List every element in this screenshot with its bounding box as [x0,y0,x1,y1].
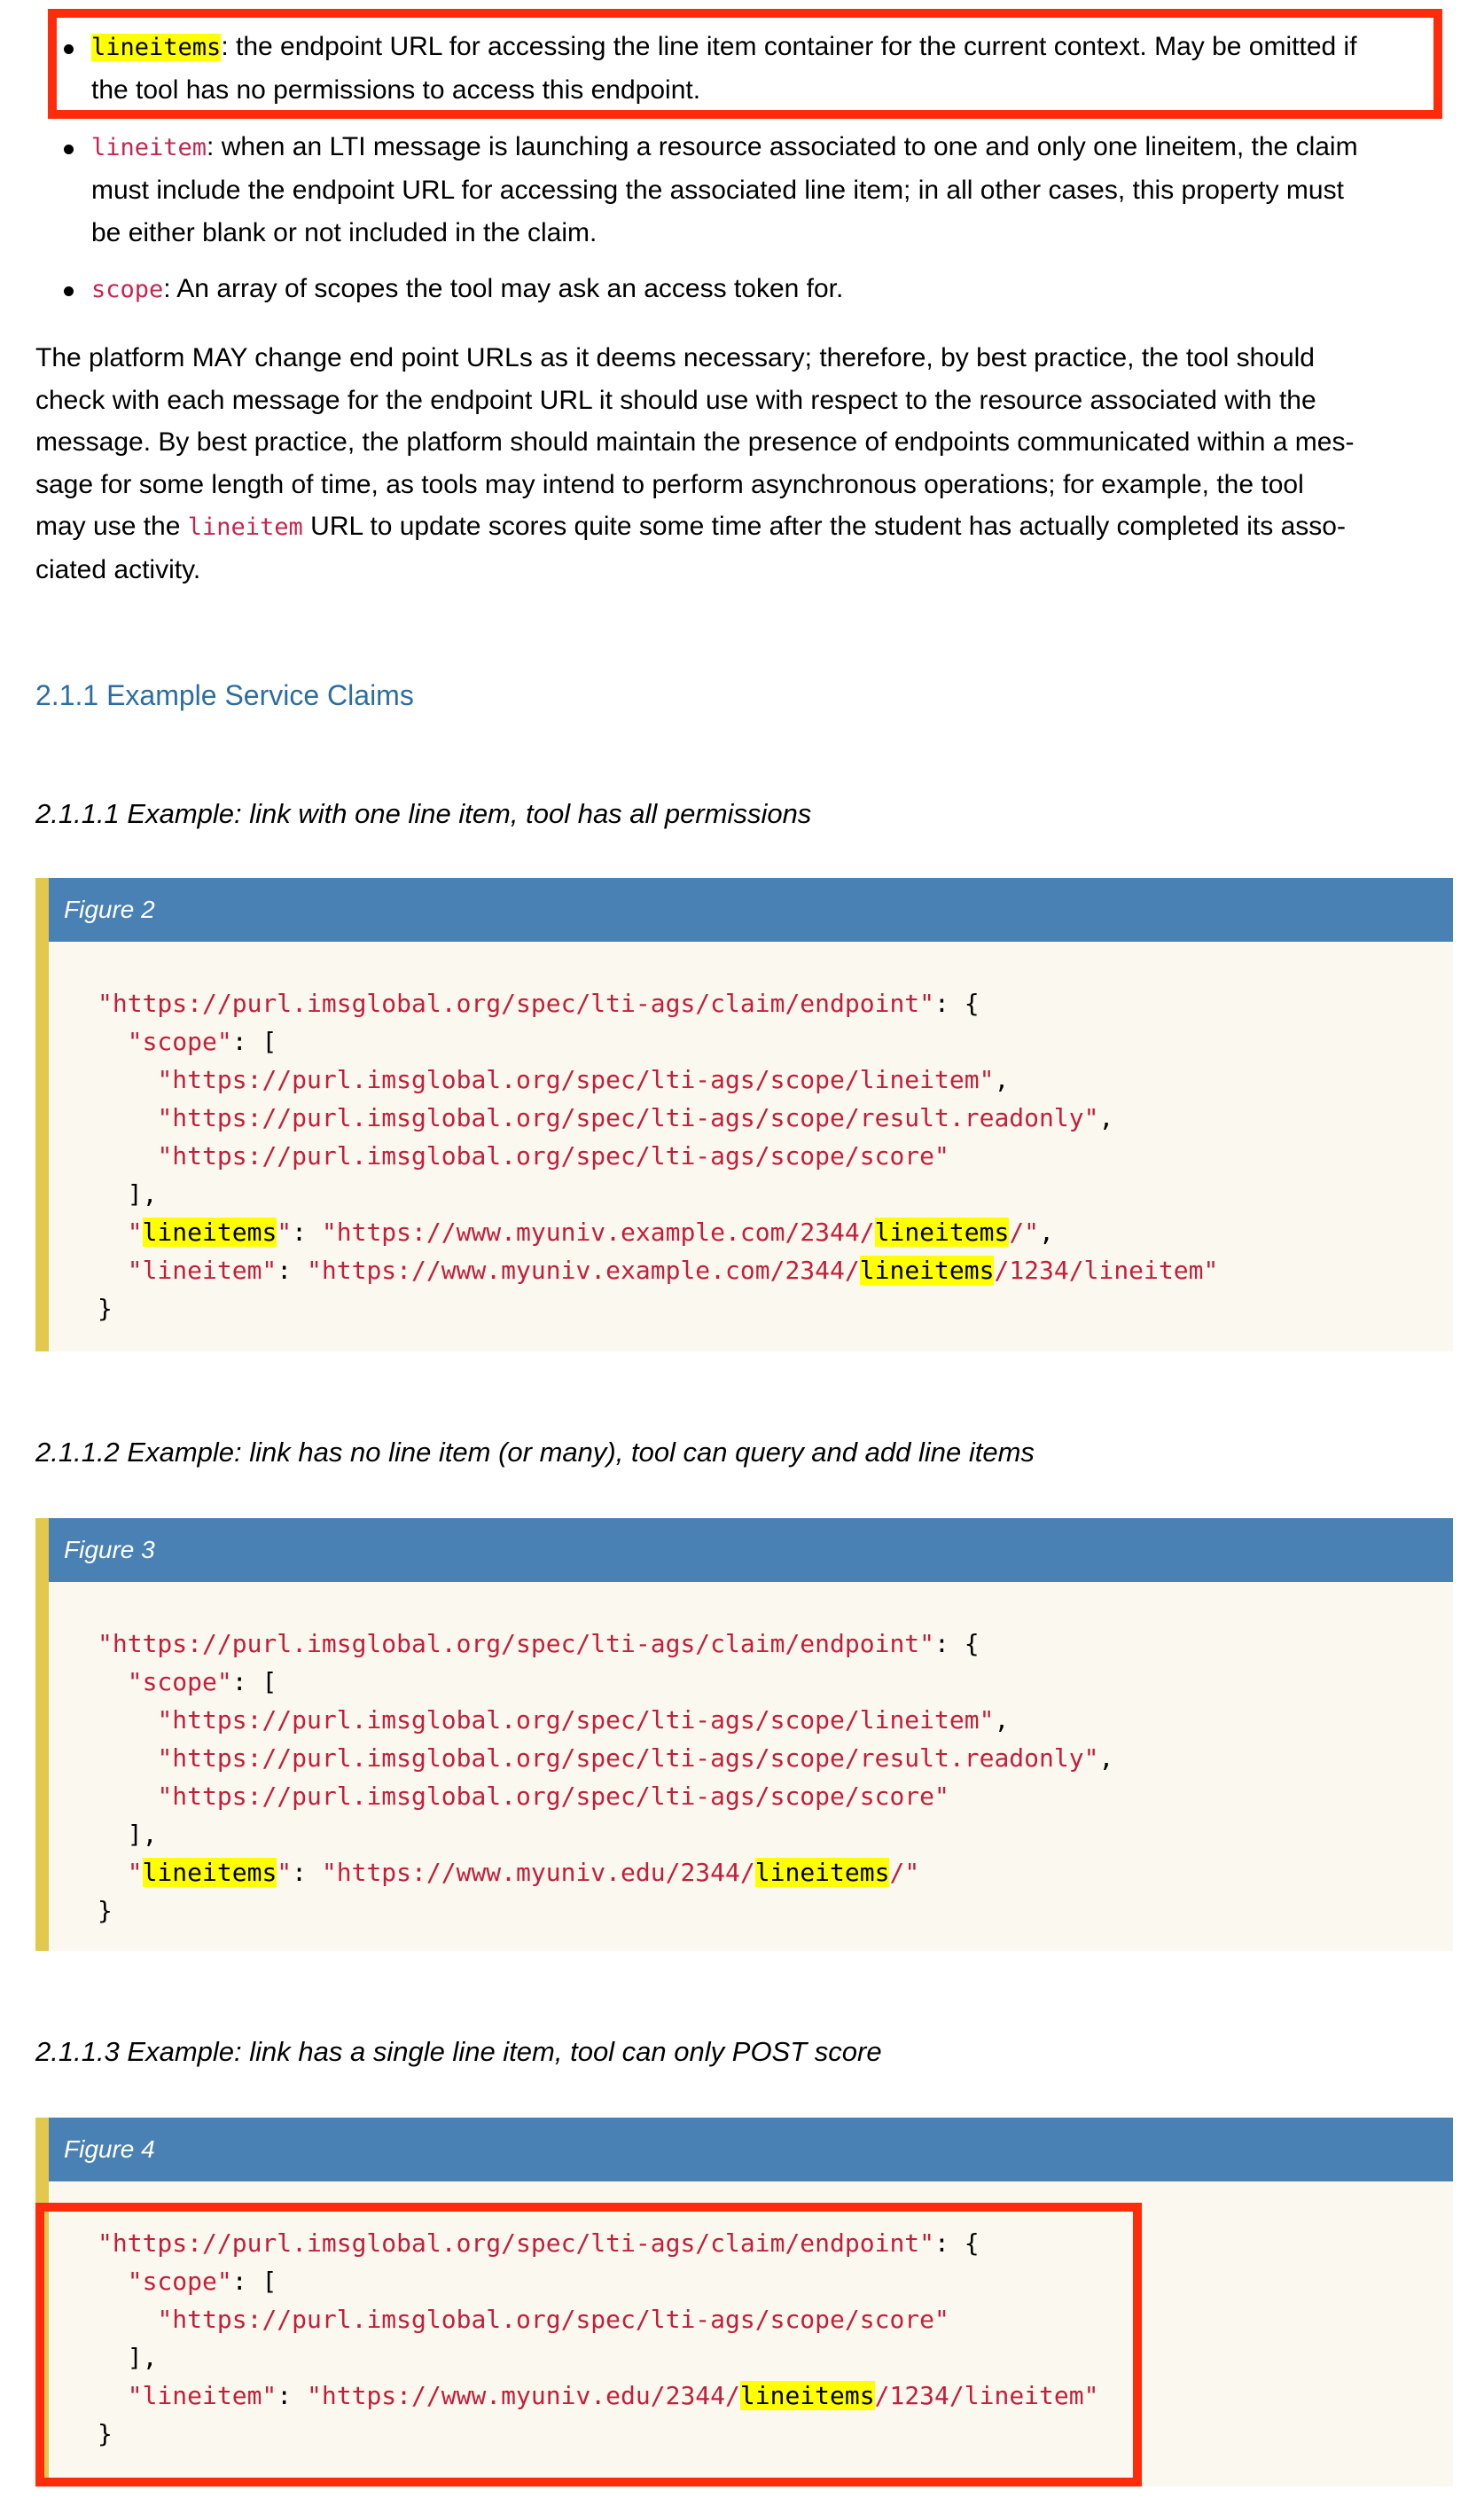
list-item-text: the tool has no permissions to access this endpoint. [91,75,701,105]
list-item-text: : when an LTI message is launching a resource associated to one and only one lineitem, the claim [207,132,1358,161]
figure-4 [35,2118,1453,2486]
code-term: lineitems [91,34,222,61]
list-item-text: : An array of scopes the tool may ask an access token for. [163,274,844,303]
figure-caption: Figure 3 [49,1518,1453,1582]
example-heading: 2.1.1.2 Example: link has no line item (or many), tool can query and add line items [35,1437,1035,1468]
code-block [49,2181,1453,2486]
code-listing: "https://purl.imsglobal.org/spec/lti-ags/claim/endpoint": { "scope": [ "https://purl.imsglobal.org/spec/lti-ags/scope/lineitem", "https://purl.imsglobal.org/spec/lti-ags/scope/result.readonly", "https://purl.imsglobal.org/spec/lti-ags/scope/score" ], "lineitems": "https://www.myuniv.example.com/2344/lineitems/", "lineitem": "https://www.myuniv.example.com/2344/lineitems/1234/lineitem" } [98,989,1219,1323]
example-heading: 2.1.1.1 Example: link with one line item, tool has all permissions [35,798,812,829]
bullet-icon [64,145,74,154]
figure-caption: Figure 2 [49,878,1453,942]
code-term: lineitem [187,513,303,541]
code-term: scope [91,276,164,303]
figure-accent-bar [35,2118,49,2486]
endpoint-paragraph: The platform MAY change end point URLs as it deems necessary; therefore, by best practice, the tool should check with each message for the endpoint URL it should use with respect to the resource associated with the message. By best practice, the platform should maintain the presence of endpoints communicated within a mes- sage for some length of time, as tools may intend to perform asynchronous operations; for example, the tool may use the lineitem URL to update scores quite some time after the student has actually completed its asso- ciated activity. [35,343,1355,584]
example-heading: 2.1.1.3 Example: link has a single line item, tool can only POST score [35,2036,882,2067]
figure-accent-bar [35,1518,49,1951]
list-item-text: must include the endpoint URL for accessing the associated line item; in all other cases, this property must [91,176,1344,205]
figure-caption: Figure 4 [49,2118,1453,2181]
section-heading[interactable]: 2.1.1 Example Service Claims [35,679,414,711]
figure-2 [35,878,1453,1351]
code-block [49,942,1453,1351]
code-term: lineitem [91,134,207,161]
list-item-text: : the endpoint URL for accessing the line item container for the current context. May be omitted if [221,32,1357,61]
code-block [49,1582,1453,1951]
code-listing: "https://purl.imsglobal.org/spec/lti-ags/claim/endpoint": { "scope": [ "https://purl.imsglobal.org/spec/lti-ags/scope/score" ], "lineitem": "https://www.myuniv.edu/2344/lineitems/1234/lineitem" } [98,2228,1099,2448]
list-item-text: be either blank or not included in the claim. [91,218,598,247]
bullet-icon [64,286,74,296]
figure-3 [35,1518,1453,1951]
bullet-icon [64,44,74,54]
figure-accent-bar [35,878,49,1351]
code-listing: "https://purl.imsglobal.org/spec/lti-ags/claim/endpoint": { "scope": [ "https://purl.imsglobal.org/spec/lti-ags/scope/lineitem", "https://purl.imsglobal.org/spec/lti-ags/scope/result.readonly", "https://purl.imsglobal.org/spec/lti-ags/scope/score" ], "lineitems": "https://www.myuniv.edu/2344/lineitems/" } [98,1629,1114,1925]
